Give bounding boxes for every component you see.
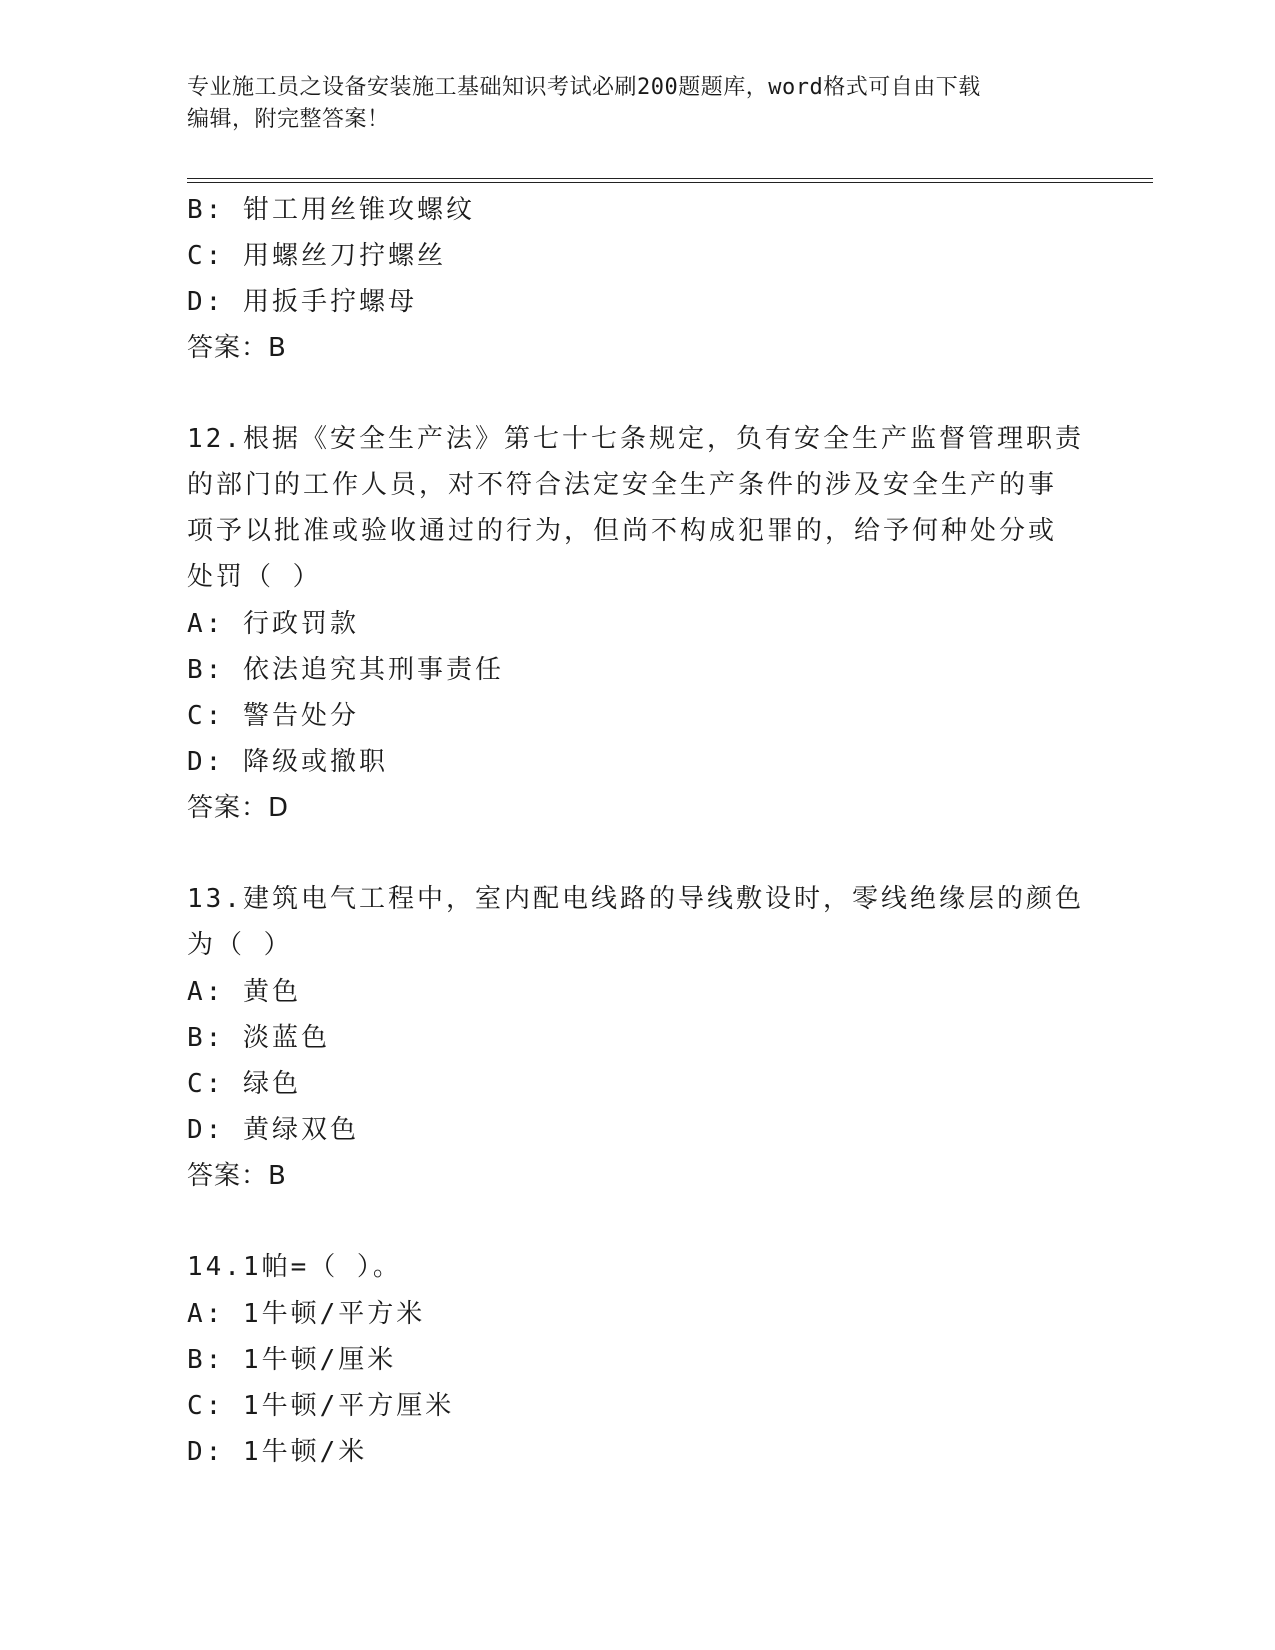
header-title-line-2: 编辑，附完整答案！: [187, 107, 390, 132]
question-text-line: 处罚（ ）: [187, 562, 322, 592]
question-text-line: 为（ ）: [187, 930, 293, 960]
question-12: [187, 417, 1084, 831]
answer: 答案：B: [187, 1161, 287, 1191]
answer: 答案：D: [187, 793, 290, 823]
header-title-line-1: 专业施工员之设备安装施工基础知识考试必刷200题题库，word格式可自由下载: [187, 75, 981, 100]
question-text-line: 12.根据《安全生产法》第七十七条规定，负有安全生产监督管理职责: [187, 424, 1084, 454]
document-header: [187, 72, 1067, 136]
option-b: B: 淡蓝色: [187, 1023, 330, 1053]
option-c: C: 警告处分: [187, 701, 359, 731]
answer: 答案：B: [187, 333, 287, 363]
option-d: D: 降级或撤职: [187, 747, 388, 777]
question-14: [187, 1245, 1067, 1475]
option-b: B: 钳工用丝锥攻螺纹: [187, 195, 475, 225]
question-text-line: 的部门的工作人员，对不符合法定安全生产条件的涉及安全生产的事: [187, 470, 1058, 500]
option-c: C: 1牛顿/平方厘米: [187, 1391, 455, 1421]
header-rule-bottom: [187, 182, 1153, 183]
question-11: [187, 187, 1067, 371]
option-a: A: 行政罚款: [187, 609, 359, 639]
question-text-line: 13.建筑电气工程中，室内配电线路的导线敷设时，零线绝缘层的颜色: [187, 884, 1084, 914]
option-a: A: 黄色: [187, 977, 301, 1007]
option-d: D: 1牛顿/米: [187, 1437, 368, 1467]
option-c: C: 用螺丝刀拧螺丝: [187, 241, 446, 271]
option-a: A: 1牛顿/平方米: [187, 1299, 426, 1329]
question-text-line: 项予以批准或验收通过的行为，但尚不构成犯罪的，给予何种处分或: [187, 516, 1058, 546]
question-13: [187, 877, 1084, 1199]
option-d: D: 黄绿双色: [187, 1115, 359, 1145]
option-d: D: 用扳手拧螺母: [187, 287, 417, 317]
option-b: B: 依法追究其刑事责任: [187, 655, 504, 685]
option-c: C: 绿色: [187, 1069, 301, 1099]
header-rule-top: [187, 178, 1153, 179]
question-text-line: 14.1帕=（ ）。: [187, 1252, 402, 1282]
option-b: B: 1牛顿/厘米: [187, 1345, 397, 1375]
question-list: [187, 187, 1084, 1475]
